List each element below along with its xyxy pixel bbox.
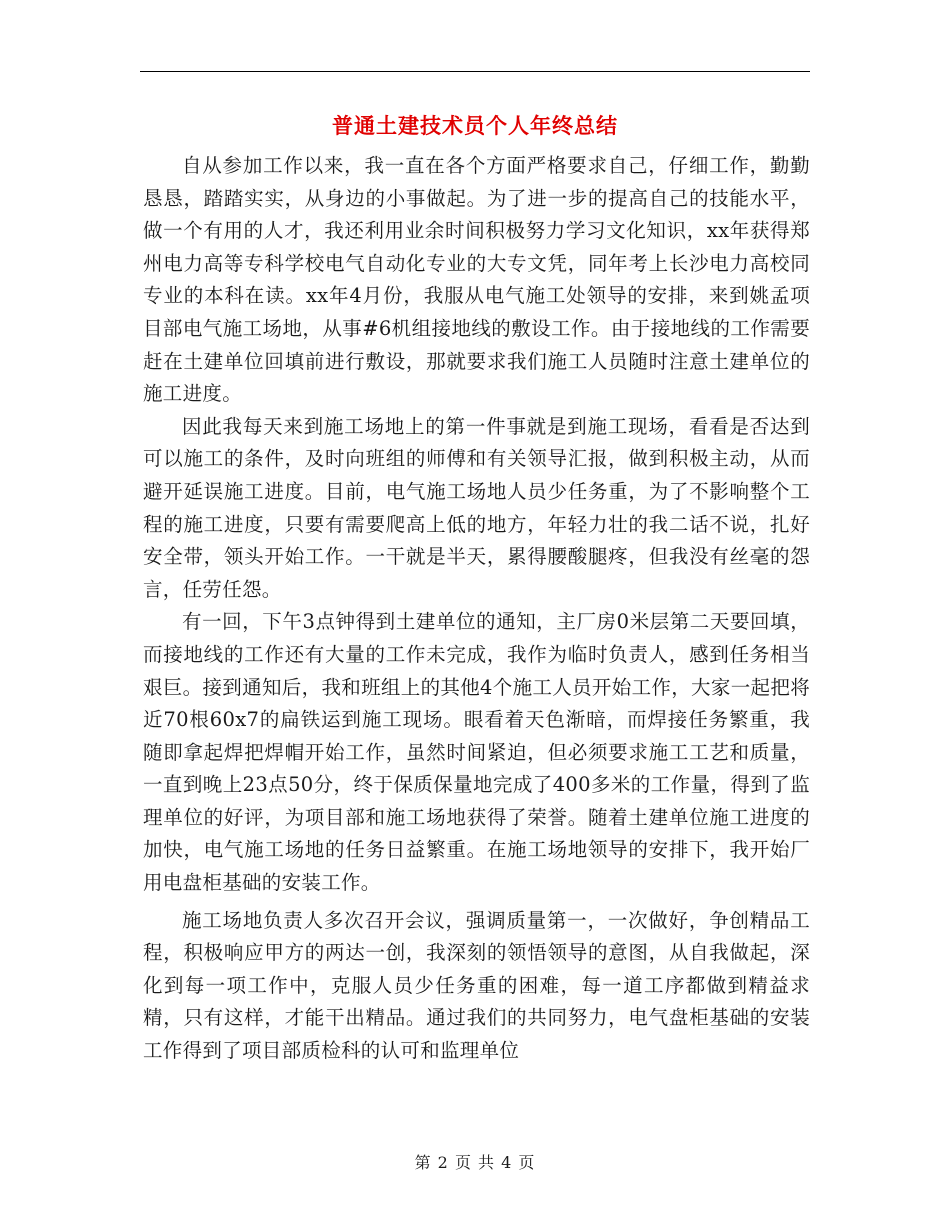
document-title: 普通土建技术员个人年终总结 (332, 113, 618, 138)
paragraph-1: 自从参加工作以来，我一直在各个方面严格要求自己，仔细工作，勤勤恳恳，踏踏实实，从身边的小事做起。为了进一步的提高自己的技能水平，做一个有用的人才，我还利用业余时间积极努力学习文化知识，xx年获得郑州电力高等专科学校电气自动化专业的大专文凭，同年考上长沙电力高校同专业的本科在读。xx年4月份，我服从电气施工处领导的安排，来到姚孟项目部电气施工场地，从事#6机组接地线的敷设工作。由于接地线的工作需要赶在土建单位回填前进行敷设，那就要求我们施工人员随时注意土建单位的施工进度。 (143, 154, 810, 406)
document-body (143, 150, 810, 1068)
page-footer: 第 2 页 共 4 页 (414, 1153, 536, 1172)
paragraph-3: 有一回，下午3点钟得到土建单位的通知，主厂房0米层第二天要回填，而接地线的工作还有大量的工作未完成，我作为临时负责人，感到任务相当艰巨。接到通知后，我和班组上的其他4个施工人员开始工作，大家一起把将近70根60x7的扁铁运到施工现场。眼看着天色渐暗，而焊接任务繁重，我随即拿起焊把焊帽开始工作，虽然时间紧迫，但必须要求施工工艺和质量，一直到晚上23点50分，终于保质保量地完成了400多米的工作量，得到了监理单位的好评，为项目部和施工场地获得了荣誉。随着土建单位施工进度的加快，电气施工场地的任务日益繁重。在施工场地领导的安排下，我开始厂用电盘柜基础的安装工作。 (143, 610, 810, 895)
header-rule (140, 71, 810, 72)
paragraph-4: 施工场地负责人多次召开会议，强调质量第一，一次做好，争创精品工程，积极响应甲方的两达一创，我深刻的领悟领导的意图，从自我做起，深化到每一项工作中，克服人员少任务重的困难，每一道工序都做到精益求精，只有这样，才能干出精品。通过我们的共同努力，电气盘柜基础的安装工作得到了项目部质检科的认可和监理单位 (143, 908, 810, 1063)
paragraph-2: 因此我每天来到施工场地上的第一件事就是到施工现场，看看是否达到可以施工的条件，及时向班组的师傅和有关领导汇报，做到积极主动，从而避开延误施工进度。目前，电气施工场地人员少任务重，为了不影响整个工程的施工进度，只要有需要爬高上低的地方，年轻力壮的我二话不说，扎好安全带，领头开始工作。一干就是半天，累得腰酸腿疼，但我没有丝毫的怨言，任劳任怨。 (143, 414, 810, 601)
